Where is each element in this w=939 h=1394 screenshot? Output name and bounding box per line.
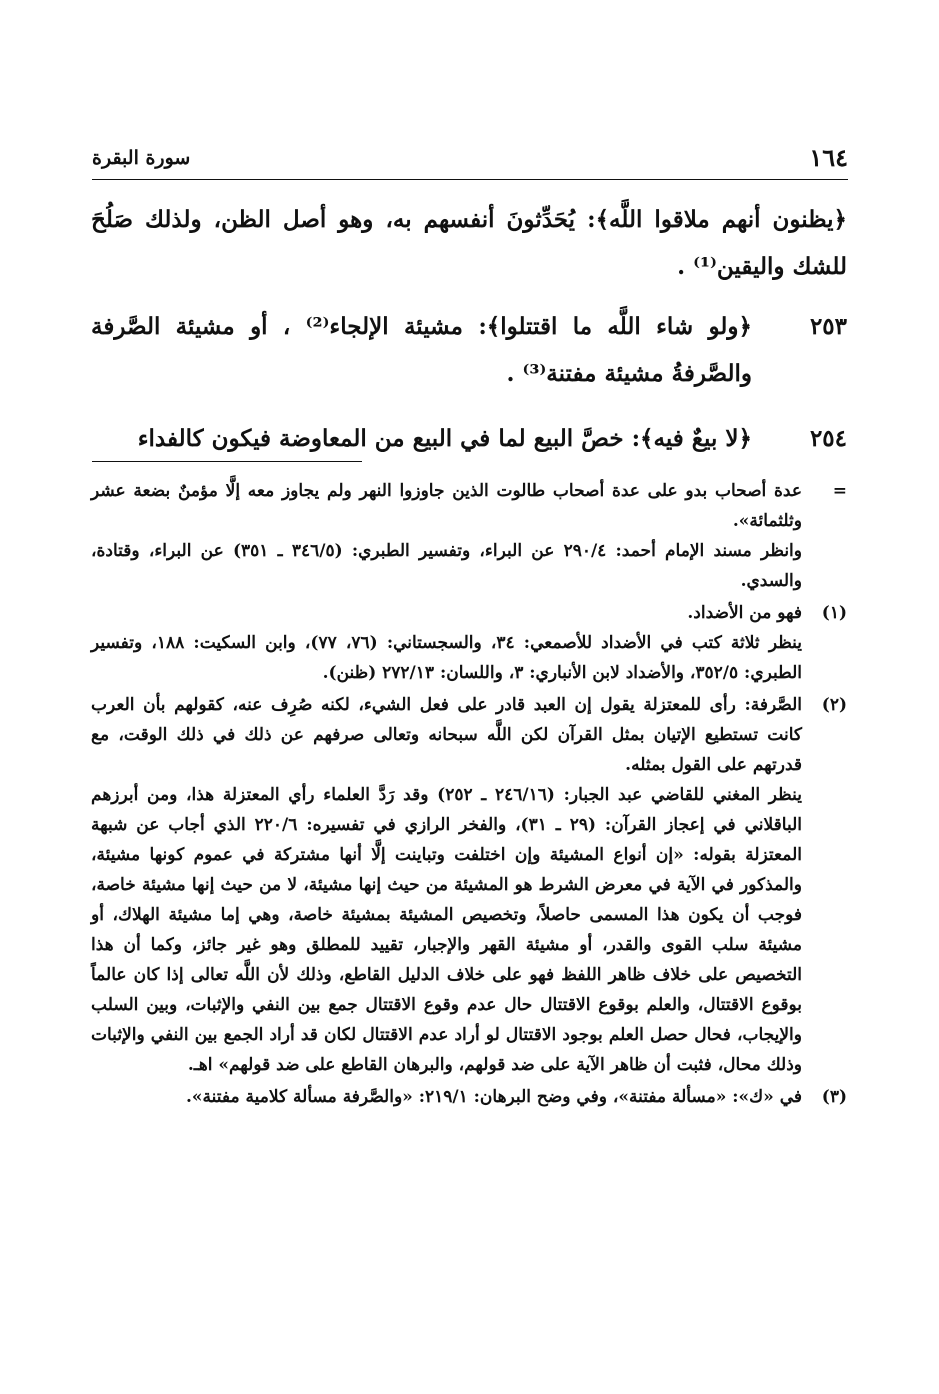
footnotes [91,476,847,1114]
footnote-paragraph: ينظر ثلاثة كتب في الأضداد للأصمعي: ٣٤، والسجستاني: (٧٦، ٧٧)، وابن السكيت: ١٨٨، وتفسير الطبري: ٣٥٢/٥، والأضداد لابن الأنباري: ٣، واللسان: ٢٧٢/١٣ (ظنن). [91,633,803,683]
entry-253 [91,303,847,397]
footnote-2 [91,690,847,1080]
entry-text: ﴿ولو شاء اللَّه ما اقتتلوا﴾: مشيئة الإلجاء⁽²⁾ ، أو مشيئة الصَّرفة والصَّرفةُ مشيئة مفتنة⁽³⁾ . [91,313,752,387]
footnote-paragraph: في «ك»: «مسألة مفتنة»، وفي وضح البرهان: ٢١٩/١: «والصَّرفة مسألة كلامية مفتنة». [185,1087,802,1107]
entry-intro [91,196,847,290]
page-header [92,143,848,180]
footnote-paragraph: وانظر مسند الإمام أحمد: ٢٩٠/٤ عن البراء، وتفسير الطبري: (٣٤٦/٥ ـ ٣٥١) عن البراء، وقتادة، والسدي. [91,541,802,591]
footnote-marker: (٣) [821,1087,847,1107]
footnote-paragraph: فهو من الأضداد. [687,603,802,623]
footnote-paragraph: الصَّرفة: رأى للمعتزلة يقول إن العبد قادر على فعل الشيء، لكنه صُرِف عنه، كقولهم بأن العرب كانت تستطيع الإتيان بمثل القرآن لكن اللَّه سبحانه وتعالى صرفهم عن ذلك في ذلك الوقت، مع قدرتهم على القول بمثله. [91,695,802,775]
entry-text: ﴿لا بيعٌ فيه﴾: خصَّ البيع لما في البيع من المعاوضة فيكون كالفداء [137,425,752,452]
page-number: ١٦٤ [809,143,848,172]
footnote-3 [91,1082,847,1112]
footnote-paragraph: ينظر المغني للقاضي عبد الجبار: (٢٤٦/١٦ ـ ٢٥٢) وقد رَدَّ العلماء رأي المعتزلة هذا، ومن أبرزهم الباقلاني في إعجاز القرآن: (٢٩ ـ ٣١)، والفخر الرازي في تفسيره: ٢٢٠/٦ الذي أجاب عن شبهة المعتزلة بقوله: «إن أنواع المشيئة وإن اختلفت وتباينت إلَّا أنها مشتركة في عموم كونها مشيئة، والمذكور في الآية في معرض الشرط هو المشيئة من حيث إنها مشيئة، لا من حيث إنها مشيئة خاصة، فوجب أن يكون هذا المسمى حاصلاً، وتخصيص المشيئة بمشيئة خاصة، وهي إما مشيئة الهلاك، أو مشيئة سلب القوى والقدر، أو مشيئة القهر والإجبار، تقييد للمطلق وهو غير جائز، وكما أن هذا التخصيص على خلاف ظاهر اللفظ فهو على خلاف الدليل القاطع، وذلك لأن اللَّه تعالى إذا كان عالماً بوقوع الاقتتال، والعلم بوقوع الاقتتال حال عدم وقوع الاقتتال جمع بين النفي والإثبات، وبين السلب والإيجاب، فحال حصل العلم بوجود الاقتتال لو أراد عدم الاقتتال لكان قد أراد الجمع بين النفي والإثبات وذلك محال، فثبت أن ظاهر الآية على ضد قولهم، والبرهان القاطع على ضد قولهم» اهـ. [91,785,802,1075]
entry-text: ﴿يظنون أنهم ملاقوا اللَّه﴾: يُحَدِّثونَ أنفسهم به، وهو أصل الظن، ولذلك صَلُحَ للشك واليقين⁽¹⁾ . [91,206,847,280]
footnote-marker: (١) [821,603,847,623]
footnote-separator [92,461,362,462]
verse-number: ٢٥٣ [809,313,847,340]
entry-254 [91,415,847,462]
footnote-marker: = [832,481,847,501]
footnote-marker: (٢) [821,695,847,715]
footnote-paragraph: عدة أصحاب بدو على عدة أصحاب طالوت الذين جاوزوا النهر ولم يجاوز معه إلَّا مؤمنٌ بضعة عشر وثلثمائة». [91,481,802,531]
footnote-1 [91,598,847,688]
surah-title: سورة البقرة [92,147,191,169]
footnote-continued [91,476,847,596]
verse-number: ٢٥٤ [809,425,847,452]
